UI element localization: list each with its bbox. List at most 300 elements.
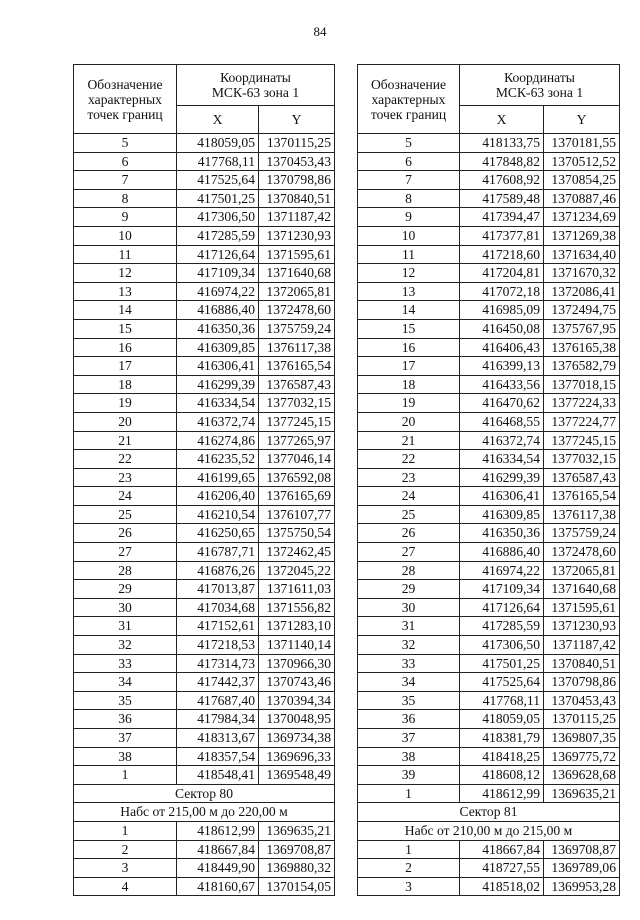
table-row	[74, 152, 335, 171]
y-value: 1371634,40	[544, 245, 620, 264]
table-row	[74, 487, 335, 506]
table-row	[358, 375, 620, 394]
point-id: 28	[74, 561, 177, 580]
point-id: 24	[74, 487, 177, 506]
point-id: 16	[358, 338, 460, 357]
table-row	[74, 357, 335, 376]
point-id: 21	[358, 431, 460, 450]
point-id: 16	[74, 338, 177, 357]
point-id: 11	[358, 245, 460, 264]
y-value: 1369789,06	[544, 859, 620, 878]
y-value: 1377265,97	[259, 431, 335, 450]
y-value: 1371140,14	[259, 636, 335, 655]
x-value: 417126,64	[460, 598, 544, 617]
y-value: 1376165,54	[544, 487, 620, 506]
sector-title: Сектор 81	[358, 803, 620, 822]
y-value: 1370798,86	[544, 673, 620, 692]
point-id: 35	[74, 691, 177, 710]
table-row	[74, 412, 335, 431]
y-value: 1370181,55	[544, 134, 620, 153]
table-row	[358, 319, 620, 338]
x-value: 416334,54	[460, 450, 544, 469]
x-value: 417306,50	[177, 208, 259, 227]
height-range: Набс от 210,00 м до 215,00 м	[358, 821, 620, 840]
table-row	[74, 134, 335, 153]
point-label-line: точек границ	[370, 106, 447, 122]
y-value: 1370840,51	[259, 189, 335, 208]
x-value: 418548,41	[177, 766, 259, 785]
point-id: 24	[358, 487, 460, 506]
point-id: 34	[358, 673, 460, 692]
y-value: 1377032,15	[259, 394, 335, 413]
y-value: 1371611,03	[259, 580, 335, 599]
y-value: 1369775,72	[544, 747, 620, 766]
y-value: 1371187,42	[544, 636, 620, 655]
table-row	[74, 226, 335, 245]
y-value: 1375759,24	[544, 524, 620, 543]
x-value: 416985,09	[460, 301, 544, 320]
table-row	[358, 543, 620, 562]
x-value: 416306,41	[460, 487, 544, 506]
table-row	[358, 580, 620, 599]
point-id: 2	[358, 859, 460, 878]
point-id: 31	[74, 617, 177, 636]
y-value: 1370453,43	[259, 152, 335, 171]
y-value: 1376582,79	[544, 357, 620, 376]
table-row	[358, 673, 620, 692]
table-row	[74, 189, 335, 208]
point-id: 7	[74, 171, 177, 190]
coordinates-header	[177, 65, 335, 106]
point-id: 9	[358, 208, 460, 227]
x-value: 417126,64	[177, 245, 259, 264]
point-id: 15	[358, 319, 460, 338]
x-value: 416350,36	[177, 319, 259, 338]
point-id: 17	[74, 357, 177, 376]
y-value: 1371556,82	[259, 598, 335, 617]
point-id: 37	[74, 729, 177, 748]
y-value: 1369734,38	[259, 729, 335, 748]
x-value: 416450,08	[460, 319, 544, 338]
coordinates-header-line: Координаты	[220, 70, 291, 85]
x-value: 416470,62	[460, 394, 544, 413]
y-value: 1369628,68	[544, 766, 620, 785]
y-value: 1372462,45	[259, 543, 335, 562]
y-value: 1369953,28	[544, 877, 620, 896]
point-id: 6	[74, 152, 177, 171]
table-row	[358, 226, 620, 245]
x-value: 416309,85	[177, 338, 259, 357]
y-value: 1371595,61	[259, 245, 335, 264]
x-value: 416274,86	[177, 431, 259, 450]
x-value: 416876,26	[177, 561, 259, 580]
table-row	[358, 431, 620, 450]
point-id: 5	[358, 134, 460, 153]
y-value: 1372086,41	[544, 282, 620, 301]
table-row	[358, 859, 620, 878]
x-value: 417306,50	[460, 636, 544, 655]
table-row	[358, 766, 620, 785]
x-value: 416406,43	[460, 338, 544, 357]
point-id: 3	[74, 859, 177, 878]
y-value: 1370115,25	[259, 134, 335, 153]
x-value: 417608,92	[460, 171, 544, 190]
table-row	[358, 654, 620, 673]
point-id: 10	[358, 226, 460, 245]
table-row	[358, 691, 620, 710]
table-row	[74, 691, 335, 710]
x-value: 417218,60	[460, 245, 544, 264]
x-value: 416350,36	[460, 524, 544, 543]
table-row	[74, 766, 335, 785]
coordinates-header	[460, 65, 620, 106]
y-value: 1377018,15	[544, 375, 620, 394]
point-id: 17	[358, 357, 460, 376]
x-value: 416210,54	[177, 505, 259, 524]
point-id: 34	[74, 673, 177, 692]
table-row	[358, 524, 620, 543]
point-id: 13	[358, 282, 460, 301]
y-value: 1372045,22	[259, 561, 335, 580]
x-value: 417285,59	[177, 226, 259, 245]
y-value: 1376107,77	[259, 505, 335, 524]
point-id: 35	[358, 691, 460, 710]
x-value: 418059,05	[460, 710, 544, 729]
table-row	[74, 598, 335, 617]
y-value: 1371283,10	[259, 617, 335, 636]
table-row	[358, 208, 620, 227]
x-value: 417442,37	[177, 673, 259, 692]
table-row	[358, 840, 620, 859]
table-row	[358, 598, 620, 617]
y-value: 1371595,61	[544, 598, 620, 617]
point-id: 9	[74, 208, 177, 227]
table-row	[358, 877, 620, 896]
point-id: 8	[358, 189, 460, 208]
y-value: 1371234,69	[544, 208, 620, 227]
y-value: 1369635,21	[259, 821, 335, 840]
point-id: 22	[74, 450, 177, 469]
point-id: 28	[358, 561, 460, 580]
table-row	[74, 319, 335, 338]
x-value: 418133,75	[460, 134, 544, 153]
table-row	[74, 729, 335, 748]
table-row	[74, 710, 335, 729]
table-row	[74, 245, 335, 264]
point-label-line: характерных	[88, 91, 162, 107]
point-id: 29	[74, 580, 177, 599]
x-header: X	[177, 106, 259, 134]
point-id: 27	[74, 543, 177, 562]
y-value: 1377046,14	[259, 450, 335, 469]
x-value: 416334,54	[177, 394, 259, 413]
x-value: 418518,02	[460, 877, 544, 896]
x-value: 418357,54	[177, 747, 259, 766]
x-value: 416372,74	[177, 412, 259, 431]
y-value: 1369708,87	[544, 840, 620, 859]
x-value: 417013,87	[177, 580, 259, 599]
x-value: 416974,22	[460, 561, 544, 580]
y-value: 1370115,25	[544, 710, 620, 729]
x-value: 418727,55	[460, 859, 544, 878]
point-id: 14	[74, 301, 177, 320]
coordinates-header-line: МСК-63 зона 1	[495, 85, 584, 100]
x-value: 418381,79	[460, 729, 544, 748]
table-row	[358, 617, 620, 636]
x-value: 418612,99	[177, 821, 259, 840]
y-value: 1369635,21	[544, 784, 620, 803]
x-value: 416372,74	[460, 431, 544, 450]
x-value: 417034,68	[177, 598, 259, 617]
point-id: 30	[74, 598, 177, 617]
x-value: 418612,99	[460, 784, 544, 803]
y-value: 1376587,43	[259, 375, 335, 394]
table-row	[358, 189, 620, 208]
table-row	[358, 282, 620, 301]
y-value: 1369708,87	[259, 840, 335, 859]
table-row	[358, 338, 620, 357]
y-value: 1371230,93	[259, 226, 335, 245]
y-value: 1371230,93	[544, 617, 620, 636]
point-id: 11	[74, 245, 177, 264]
y-value: 1376165,54	[259, 357, 335, 376]
point-id: 3	[358, 877, 460, 896]
point-id: 12	[74, 264, 177, 283]
table-row	[358, 729, 620, 748]
point-id: 10	[74, 226, 177, 245]
table-row	[358, 134, 620, 153]
x-value: 417768,11	[460, 691, 544, 710]
y-value: 1375767,95	[544, 319, 620, 338]
y-value: 1370887,46	[544, 189, 620, 208]
y-value: 1370512,52	[544, 152, 620, 171]
y-value: 1377224,77	[544, 412, 620, 431]
table-row	[74, 877, 335, 896]
table-row	[74, 375, 335, 394]
table-row	[358, 487, 620, 506]
point-id: 19	[358, 394, 460, 413]
table-row	[358, 264, 620, 283]
sector-title: Сектор 80	[74, 784, 335, 803]
point-id: 18	[74, 375, 177, 394]
x-value: 417525,64	[177, 171, 259, 190]
x-value: 417848,82	[460, 152, 544, 171]
point-id: 8	[74, 189, 177, 208]
y-value: 1369807,35	[544, 729, 620, 748]
table-row	[358, 245, 620, 264]
x-value: 417377,81	[460, 226, 544, 245]
table-row	[74, 431, 335, 450]
x-value: 416886,40	[460, 543, 544, 562]
x-value: 418059,05	[177, 134, 259, 153]
point-id: 27	[358, 543, 460, 562]
point-id: 20	[358, 412, 460, 431]
table-row	[358, 505, 620, 524]
y-value: 1376117,38	[544, 505, 620, 524]
y-value: 1377245,15	[259, 412, 335, 431]
y-value: 1375750,54	[259, 524, 335, 543]
y-value: 1371640,68	[544, 580, 620, 599]
point-id: 25	[74, 505, 177, 524]
y-value: 1372065,81	[259, 282, 335, 301]
point-id: 7	[358, 171, 460, 190]
point-id: 12	[358, 264, 460, 283]
point-label-line: характерных	[371, 91, 446, 107]
table-row	[74, 450, 335, 469]
x-value: 417525,64	[460, 673, 544, 692]
y-value: 1372478,60	[544, 543, 620, 562]
x-header: X	[460, 106, 544, 134]
table-row	[74, 636, 335, 655]
table-row	[74, 505, 335, 524]
y-value: 1369880,32	[259, 859, 335, 878]
point-id: 39	[358, 766, 460, 785]
point-id: 14	[358, 301, 460, 320]
point-label-line: Обозначение	[87, 76, 163, 92]
x-value: 417152,61	[177, 617, 259, 636]
point-id: 4	[74, 877, 177, 896]
y-value: 1370966,30	[259, 654, 335, 673]
table-row	[358, 468, 620, 487]
point-id: 38	[358, 747, 460, 766]
x-value: 416433,56	[460, 375, 544, 394]
y-value: 1371640,68	[259, 264, 335, 283]
x-value: 418160,67	[177, 877, 259, 896]
y-value: 1371670,32	[544, 264, 620, 283]
point-id: 1	[358, 784, 460, 803]
table-row	[74, 561, 335, 580]
table-row	[358, 357, 620, 376]
table-row	[358, 710, 620, 729]
point-id: 36	[358, 710, 460, 729]
x-value: 416399,13	[460, 357, 544, 376]
left-coordinates-table	[73, 64, 335, 896]
point-id: 19	[74, 394, 177, 413]
point-label-header	[358, 65, 460, 134]
point-id: 15	[74, 319, 177, 338]
y-value: 1372478,60	[259, 301, 335, 320]
point-id: 30	[358, 598, 460, 617]
x-value: 417109,34	[460, 580, 544, 599]
x-value: 416250,65	[177, 524, 259, 543]
x-value: 416974,22	[177, 282, 259, 301]
x-value: 418667,84	[177, 840, 259, 859]
table-row	[358, 152, 620, 171]
x-value: 416886,40	[177, 301, 259, 320]
x-value: 417218,53	[177, 636, 259, 655]
y-value: 1376165,38	[544, 338, 620, 357]
x-value: 418313,67	[177, 729, 259, 748]
point-id: 5	[74, 134, 177, 153]
y-value: 1371269,38	[544, 226, 620, 245]
y-value: 1372494,75	[544, 301, 620, 320]
y-value: 1370798,86	[259, 171, 335, 190]
point-id: 20	[74, 412, 177, 431]
x-value: 416235,52	[177, 450, 259, 469]
table-row	[74, 747, 335, 766]
table-row	[74, 580, 335, 599]
y-value: 1376592,08	[259, 468, 335, 487]
x-value: 418418,25	[460, 747, 544, 766]
point-id: 25	[358, 505, 460, 524]
x-value: 417984,34	[177, 710, 259, 729]
point-id: 13	[74, 282, 177, 301]
page-number: 84	[313, 24, 327, 39]
y-value: 1377245,15	[544, 431, 620, 450]
table-row	[74, 301, 335, 320]
point-id: 36	[74, 710, 177, 729]
point-id: 1	[358, 840, 460, 859]
point-label-line: точек границ	[87, 106, 163, 122]
table-row	[358, 171, 620, 190]
point-id: 23	[74, 468, 177, 487]
table-row	[74, 543, 335, 562]
x-value: 417501,25	[177, 189, 259, 208]
x-value: 416299,39	[460, 468, 544, 487]
table-row	[74, 859, 335, 878]
y-value: 1370154,05	[259, 877, 335, 896]
y-value: 1376165,69	[259, 487, 335, 506]
table-row	[358, 301, 620, 320]
y-value: 1370048,95	[259, 710, 335, 729]
table-row	[74, 264, 335, 283]
table-row	[358, 561, 620, 580]
point-id: 32	[74, 636, 177, 655]
table-row	[74, 338, 335, 357]
coordinates-header-line: Координаты	[504, 70, 575, 85]
y-value: 1376587,43	[544, 468, 620, 487]
coordinates-header-line: МСК-63 зона 1	[211, 85, 300, 100]
x-value: 418608,12	[460, 766, 544, 785]
point-id: 1	[74, 821, 177, 840]
point-id: 1	[74, 766, 177, 785]
y-value: 1376117,38	[259, 338, 335, 357]
table-row	[358, 747, 620, 766]
x-value: 417687,40	[177, 691, 259, 710]
point-id: 6	[358, 152, 460, 171]
point-id: 22	[358, 450, 460, 469]
point-id: 33	[74, 654, 177, 673]
point-id: 23	[358, 468, 460, 487]
y-value: 1370743,46	[259, 673, 335, 692]
table-row	[358, 412, 620, 431]
height-range: Набс от 215,00 м до 220,00 м	[74, 803, 335, 822]
y-value: 1377224,33	[544, 394, 620, 413]
table-row	[74, 840, 335, 859]
point-id: 32	[358, 636, 460, 655]
x-value: 417501,25	[460, 654, 544, 673]
point-label-line: Обозначение	[370, 76, 447, 92]
x-value: 416306,41	[177, 357, 259, 376]
y-value: 1372065,81	[544, 561, 620, 580]
x-value: 417314,73	[177, 654, 259, 673]
x-value: 416199,65	[177, 468, 259, 487]
table-row	[74, 673, 335, 692]
x-value: 417394,47	[460, 208, 544, 227]
table-row	[74, 468, 335, 487]
table-row	[358, 636, 620, 655]
y-header: Y	[544, 106, 620, 134]
point-id: 2	[74, 840, 177, 859]
x-value: 417204,81	[460, 264, 544, 283]
table-row	[74, 654, 335, 673]
point-id: 29	[358, 580, 460, 599]
table-row	[74, 617, 335, 636]
y-value: 1377032,15	[544, 450, 620, 469]
y-header: Y	[259, 106, 335, 134]
point-id: 38	[74, 747, 177, 766]
point-id: 33	[358, 654, 460, 673]
